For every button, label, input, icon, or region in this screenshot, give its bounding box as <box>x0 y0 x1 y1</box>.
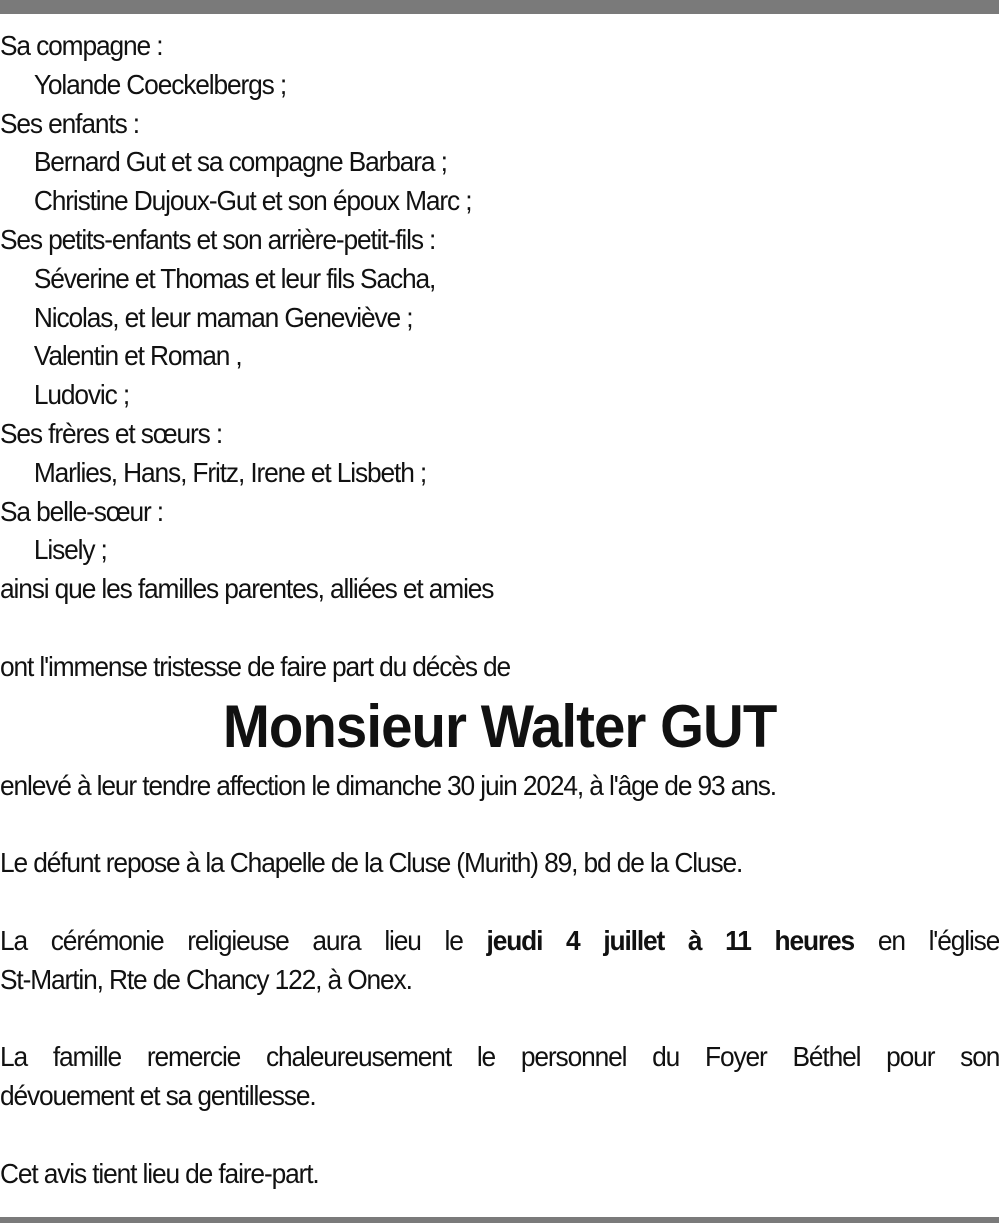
family-member: Valentin et Roman , <box>33 340 242 372</box>
bottom-rule <box>0 1217 999 1223</box>
family-member: Yolande Coeckelbergs ; <box>33 68 287 100</box>
family-member: Séverine et Thomas et leur fils Sacha, <box>33 262 436 294</box>
family-heading-children: Ses enfants : <box>0 107 139 139</box>
family-heading-siblings: Ses frères et sœurs : <box>0 417 223 449</box>
family-member: Lisely ; <box>33 534 107 566</box>
thanks-line-1: La famille remercie chaleureusement le personnel du Foyer Béthel pour son <box>0 1041 999 1073</box>
spacer <box>0 805 999 844</box>
announcement-text: ont l'immense tristesse de faire part du décès de <box>0 650 511 682</box>
thanks-line-2: dévouement et sa gentillesse. <box>0 1079 316 1111</box>
family-member: Ludovic ; <box>33 379 130 411</box>
ceremony-line-2: St-Martin, Rte de Chancy 122, à Onex. <box>0 963 412 995</box>
top-rule <box>0 0 999 14</box>
closing-note: Cet avis tient lieu de faire-part. <box>0 1157 319 1189</box>
family-member: Christine Dujoux-Gut et son époux Marc ; <box>33 185 472 217</box>
family-member: Bernard Gut et sa compagne Barbara ; <box>33 146 447 178</box>
family-member: Marlies, Hans, Fritz, Irene et Lisbeth ; <box>33 456 427 488</box>
ceremony-datetime: jeudi 4 juillet à 11 heures <box>486 924 855 956</box>
ceremony-intro: La cérémonie religieuse aura lieu le <box>0 924 463 956</box>
ceremony-line-1 <box>0 922 999 961</box>
ceremony-place-intro: en l'église <box>877 924 999 956</box>
spacer <box>0 883 999 922</box>
spacer <box>0 1116 999 1155</box>
death-notice: enlevé à leur tendre affection le dimanche 30 juin 2024, à l'âge de 93 ans. <box>0 769 776 801</box>
repose-info: Le défunt repose à la Chapelle de la Cluse (Murith) 89, bd de la Cluse. <box>0 847 743 879</box>
deceased-name: Monsieur Walter GUT <box>222 692 777 760</box>
family-heading-sister-in-law: Sa belle-sœur : <box>0 495 164 527</box>
spacer <box>0 999 999 1038</box>
family-heading-grandchildren: Ses petits-enfants et son arrière-petit-fils : <box>0 223 436 255</box>
obituary-notice <box>0 27 999 1193</box>
spacer <box>0 609 999 648</box>
family-member: Nicolas, et leur maman Geneviève ; <box>33 301 413 333</box>
family-heading-partner: Sa compagne : <box>0 30 163 61</box>
extended-family: ainsi que les familles parentes, alliées et amies <box>0 573 494 605</box>
